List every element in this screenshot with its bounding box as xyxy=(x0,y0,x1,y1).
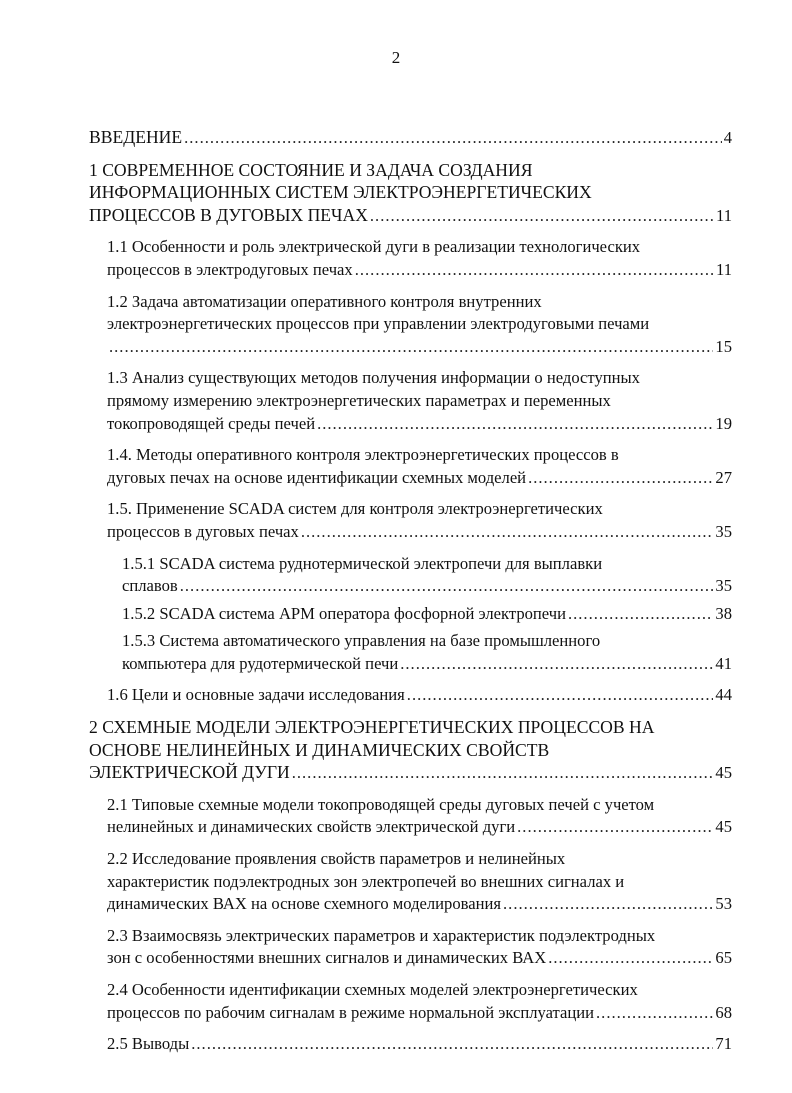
toc-entry-line: характеристик подэлектродных зон электропечей во внешних сигналах и xyxy=(107,871,625,891)
toc-page-number: 45 xyxy=(715,817,732,837)
toc-entry-title: зон с особенностями внешних сигналов и динамических ВАХ xyxy=(107,948,547,968)
toc-entry-final-line xyxy=(107,259,732,282)
toc-entry-line: 2.2 Исследование проявления свойств параметров и нелинейных xyxy=(107,849,566,869)
toc-leader-dots xyxy=(317,413,713,436)
toc-entry-title: дуговых печах на основе идентификации схемных моделей xyxy=(107,467,527,487)
toc-entry-title: процессов в электродуговых печах xyxy=(107,259,353,279)
toc-entry-final-line xyxy=(107,684,732,707)
toc-entry-final-line xyxy=(122,653,732,676)
toc-entry-line: электроэнергетических процессов при управлении электродуговыми печами xyxy=(107,314,650,334)
toc-leader-dots xyxy=(191,1033,713,1056)
toc-page-number: 53 xyxy=(715,894,732,914)
toc-entry-s1-6[interactable] xyxy=(0,684,792,707)
toc-page-number: 11 xyxy=(716,259,732,279)
toc-leader-dots xyxy=(400,653,713,676)
toc-entry-ch1[interactable] xyxy=(0,159,792,228)
toc-entry-final-line xyxy=(107,893,732,916)
toc-page-number: 35 xyxy=(715,521,732,541)
toc-page-number: 15 xyxy=(715,336,732,356)
toc-entry-s2-1[interactable] xyxy=(0,794,792,839)
toc-entry-intro[interactable] xyxy=(0,126,792,150)
toc-entry-final-line xyxy=(122,575,732,598)
toc-leader-dots xyxy=(596,1002,713,1025)
page-number: 2 xyxy=(391,48,401,67)
toc-entry-line: 1.1 Особенности и роль электрической дуги в реализации технологических xyxy=(107,237,641,257)
table-of-contents xyxy=(0,126,792,1065)
toc-entry-s1-4[interactable] xyxy=(0,444,792,489)
toc-page-number: 45 xyxy=(715,763,732,783)
toc-leader-dots xyxy=(568,603,713,626)
toc-entry-title: ВВЕДЕНИЕ xyxy=(89,127,183,147)
toc-entry-final-line xyxy=(107,1002,732,1025)
toc-entry-s2-2[interactable] xyxy=(0,848,792,916)
toc-entry-line: прямому измерению электроэнергетических параметрах и переменных xyxy=(107,390,611,410)
toc-entry-line: 1.5.1 SCADA система руднотермической электропечи для выплавки xyxy=(122,553,603,573)
toc-entry-line: ОСНОВЕ НЕЛИНЕЙНЫХ И ДИНАМИЧЕСКИХ СВОЙСТВ xyxy=(89,739,550,760)
toc-entry-final-line xyxy=(107,521,732,544)
toc-entry-title: нелинейных и динамических свойств электрической дуги xyxy=(107,817,516,837)
toc-entry-s1-5-3[interactable] xyxy=(0,630,792,675)
toc-page-number: 19 xyxy=(715,413,732,433)
toc-entry-title: токопроводящей среды печей xyxy=(107,413,316,433)
toc-entry-title: 2.5 Выводы xyxy=(107,1034,190,1054)
toc-entry-s1-1[interactable] xyxy=(0,236,792,281)
toc-leader-dots xyxy=(548,947,713,970)
toc-leader-dots xyxy=(184,127,722,150)
toc-entry-final-line xyxy=(107,816,732,839)
toc-entry-line: 1.4. Методы оперативного контроля электроэнергетических процессов в xyxy=(107,445,619,465)
toc-page-number: 71 xyxy=(715,1034,732,1054)
toc-page-number: 35 xyxy=(715,576,732,596)
toc-entry-title: 1.5.2 SCADA система АРМ оператора фосфорной электропечи xyxy=(122,603,566,623)
toc-entry-line: ИНФОРМАЦИОННЫХ СИСТЕМ ЭЛЕКТРОЭНЕРГЕТИЧЕСКИХ xyxy=(89,182,592,203)
toc-leader-dots xyxy=(355,259,714,282)
toc-leader-dots xyxy=(517,816,713,839)
toc-page-number: 11 xyxy=(716,205,732,225)
toc-entry-title: процессов по рабочим сигналам в режиме нормальной эксплуатации xyxy=(107,1002,595,1022)
toc-leader-dots xyxy=(407,684,714,707)
toc-entry-line: 1.5.3 Система автоматического управления на базе промышленного xyxy=(122,631,601,651)
toc-entry-title: 1.6 Цели и основные задачи исследования xyxy=(107,685,405,705)
toc-entry-s2-3[interactable] xyxy=(0,925,792,970)
toc-entry-title: компьютера для рудотермической печи xyxy=(122,653,399,673)
toc-entry-ch2[interactable] xyxy=(0,716,792,785)
toc-entry-final-line xyxy=(122,603,732,626)
toc-entry-final-line xyxy=(89,761,732,785)
toc-entry-line: 1.3 Анализ существующих методов получения информации о недоступных xyxy=(107,368,640,388)
toc-entry-line: 2.1 Типовые схемные модели токопроводящей среды дуговых печей с учетом xyxy=(107,794,655,814)
toc-entry-final-line xyxy=(107,467,732,490)
toc-page-number: 38 xyxy=(715,603,732,623)
toc-page-number: 41 xyxy=(715,653,732,673)
toc-page-number: 68 xyxy=(715,1002,732,1022)
toc-entry-title: динамических ВАХ на основе схемного моделирования xyxy=(107,894,502,914)
toc-entry-s1-5[interactable] xyxy=(0,498,792,543)
toc-entry-line: 2.3 Взаимосвязь электрических параметров и характеристик подэлектродных xyxy=(107,925,656,945)
toc-entry-s1-5-2[interactable] xyxy=(0,603,792,626)
toc-entry-s2-4[interactable] xyxy=(0,979,792,1024)
toc-entry-final-line xyxy=(107,413,732,436)
toc-entry-final-line xyxy=(107,336,732,359)
toc-leader-dots xyxy=(503,893,713,916)
toc-entry-title: процессов в дуговых печах xyxy=(107,521,299,541)
toc-page-number: 27 xyxy=(715,467,732,487)
toc-entry-final-line xyxy=(89,126,732,150)
toc-entry-line: 2.4 Особенности идентификации схемных моделей электроэнергетических xyxy=(107,980,638,999)
toc-leader-dots xyxy=(301,521,714,544)
toc-entry-title: ПРОЦЕССОВ В ДУГОВЫХ ПЕЧАХ xyxy=(89,204,368,225)
toc-entry-line: 1.5. Применение SCADA систем для контроля электроэнергетических xyxy=(107,499,603,519)
toc-entry-title: ЭЛЕКТРИЧЕСКОЙ ДУГИ xyxy=(89,762,290,783)
toc-entry-s2-5[interactable] xyxy=(0,1033,792,1056)
toc-page-number: 4 xyxy=(723,128,732,147)
toc-entry-s1-2[interactable] xyxy=(0,291,792,359)
toc-entry-final-line xyxy=(107,947,732,970)
toc-leader-dots xyxy=(528,467,713,490)
toc-entry-final-line xyxy=(107,1033,732,1056)
toc-entry-line: 2 СХЕМНЫЕ МОДЕЛИ ЭЛЕКТРОЭНЕРГЕТИЧЕСКИХ ПРОЦЕССОВ НА xyxy=(89,717,655,738)
toc-page-number: 44 xyxy=(715,685,732,705)
toc-page-number: 65 xyxy=(715,948,732,968)
toc-entry-title: сплавов xyxy=(122,576,178,596)
toc-leader-dots xyxy=(109,336,713,359)
toc-leader-dots xyxy=(370,205,714,228)
toc-entry-s1-3[interactable] xyxy=(0,367,792,435)
toc-entry-final-line xyxy=(89,204,732,228)
toc-entry-s1-5-1[interactable] xyxy=(0,553,792,598)
toc-entry-line: 1.2 Задача автоматизации оперативного контроля внутренних xyxy=(107,291,542,311)
toc-entry-line: 1 СОВРЕМЕННОЕ СОСТОЯНИЕ И ЗАДАЧА СОЗДАНИЯ xyxy=(89,159,533,180)
toc-leader-dots xyxy=(292,762,714,785)
toc-leader-dots xyxy=(180,575,714,598)
